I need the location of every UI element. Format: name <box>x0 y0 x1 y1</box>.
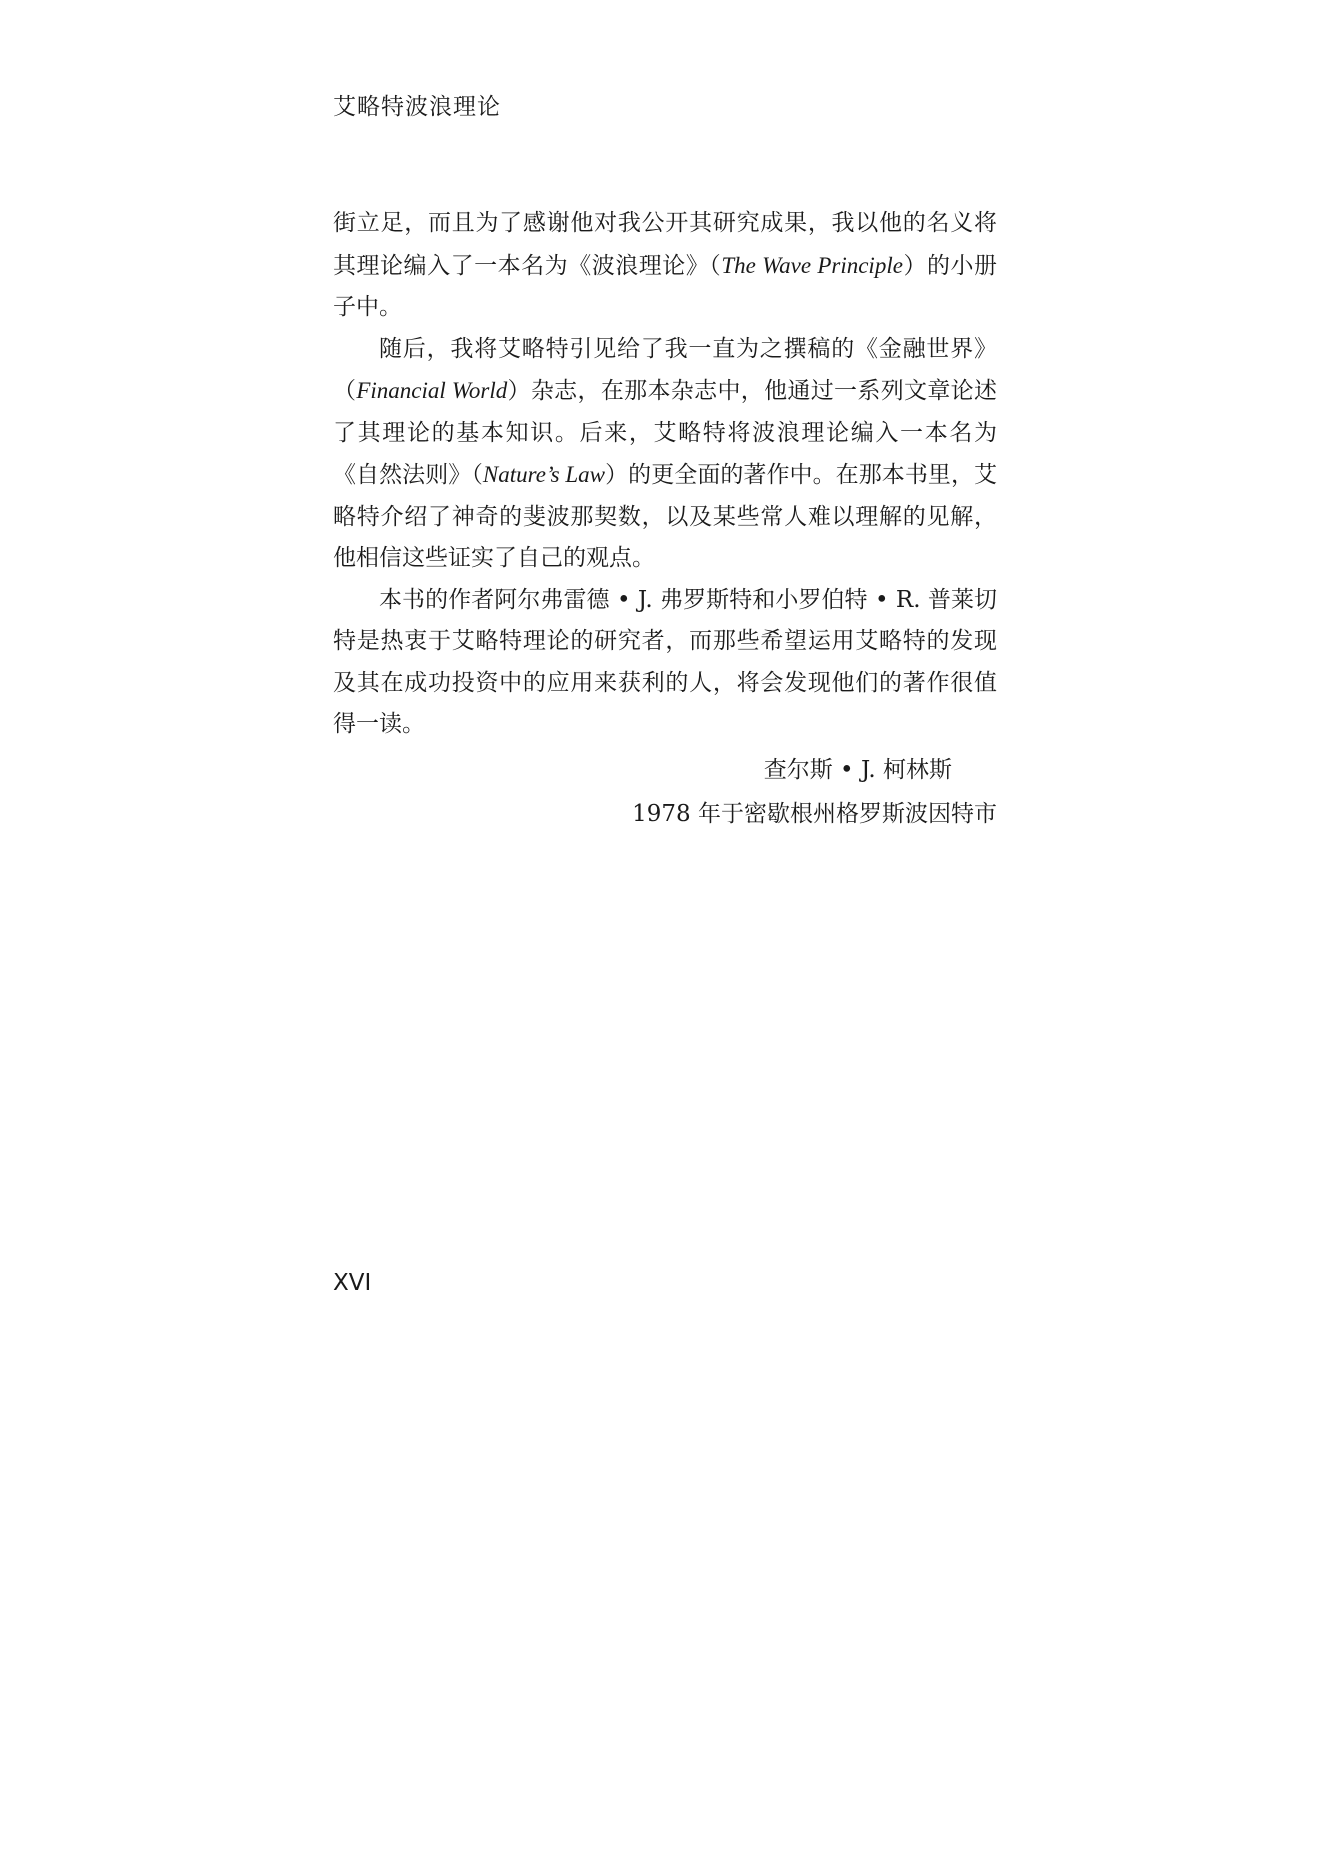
paragraph-2-text-1: 随后，我将艾略特引见给了我一直为之撰稿的《金融世界》（ <box>333 335 997 404</box>
paragraph-1-text-1: 街立足，而且为了感谢他对我公开其研究成果，我以他的名义将其理论编入了一本名为《波浪理论》（ <box>333 210 997 279</box>
body-text <box>333 203 997 746</box>
paragraph-1 <box>333 203 997 329</box>
page-number: XVI <box>333 1270 372 1296</box>
book-title-natures-law: Nature’s Law <box>482 462 606 487</box>
paragraph-3 <box>333 580 997 746</box>
paragraph-1-text-2: ）的小册子中。 <box>333 252 997 320</box>
signature-name: 查尔斯 • J. 柯林斯 <box>763 757 952 783</box>
paragraph-3-text-1: 本书的作者阿尔弗雷德 • J. 弗罗斯特和小罗伯特 • R. 普莱切特是热衷于艾略特理论的研究者，而那些希望运用艾略特的发现及其在成功投资中的应用来获利的人，将会发现他们的著作很值得一读。 <box>333 586 997 737</box>
signature-place-date: 1978 年于密歇根州格罗斯波因特市 <box>632 801 997 827</box>
running-header-title: 艾略特波浪理论 <box>333 94 501 120</box>
magazine-title-financial-world: Financial World <box>356 378 508 403</box>
paragraph-2-text-2: ）杂志，在那本杂志中，他通过一系列文章论述了其理论的基本知识。后来，艾略特将波浪理论编入一本名为《自然法则》（ <box>333 378 997 488</box>
paragraph-2-text-3: ）的更全面的著作中。在那本书里，艾略特介绍了神奇的斐波那契数，以及某些常人难以理解的见解，他相信这些证实了自己的观点。 <box>333 462 997 571</box>
book-title-wave-principle: The Wave Principle <box>721 252 903 278</box>
signature-block <box>632 748 997 836</box>
paragraph-2 <box>333 329 997 580</box>
